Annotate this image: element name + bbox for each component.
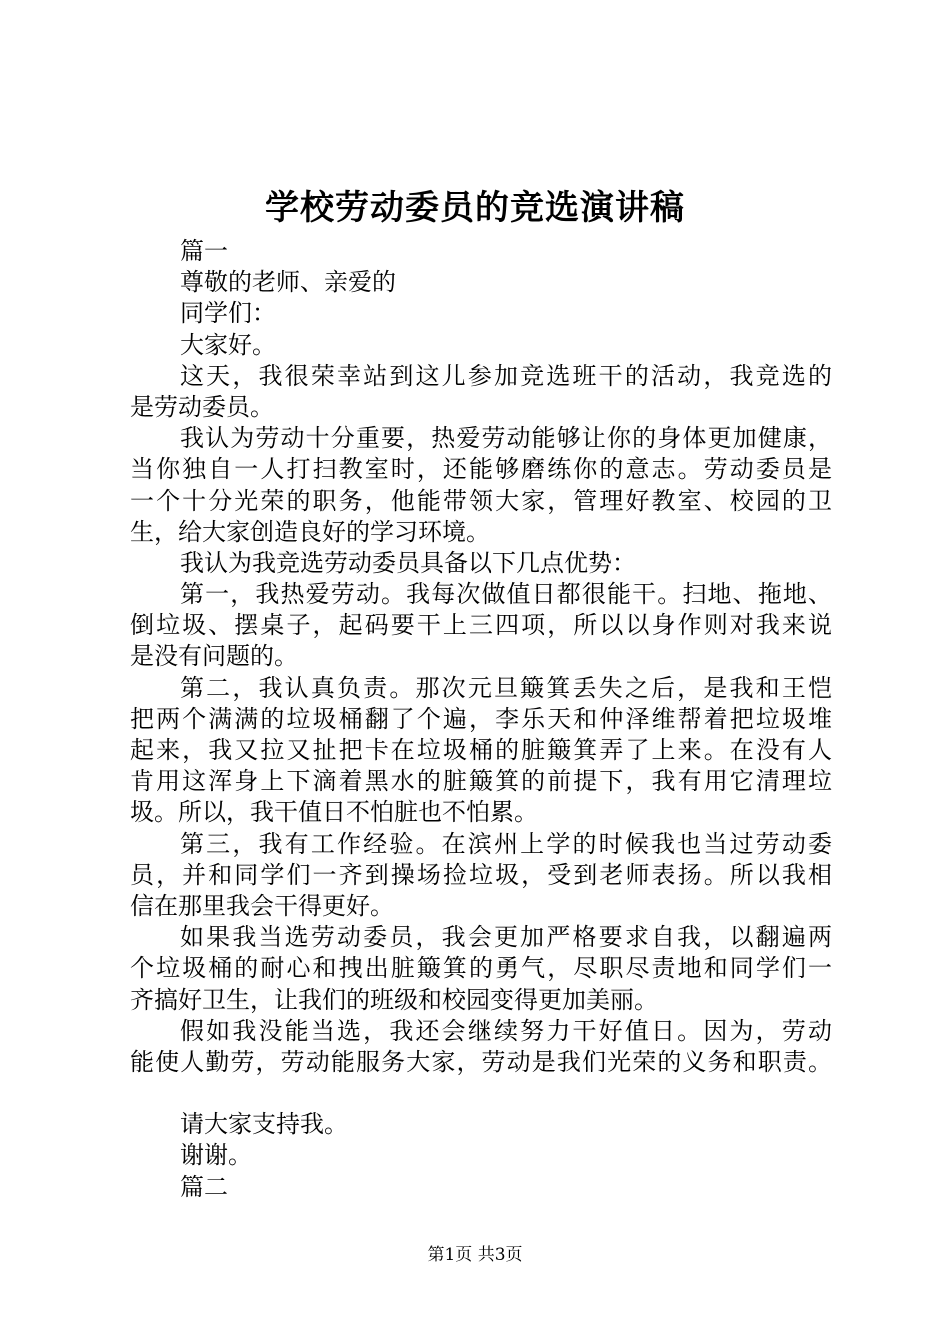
text-line: 尊敬的老师、亲爱的 — [180, 268, 396, 297]
text-line: 我认为我竞选劳动委员具备以下几点优势： — [180, 548, 636, 577]
text-line: 假如我没能当选，我还会继续努力干好值日。因为，劳动 — [180, 1016, 832, 1045]
text-line: 肯用这浑身上下滴着黑水的脏簸箕的前提下，我有用它清理垃 — [130, 767, 832, 796]
text-line: 第三，我有工作经验。在滨州上学的时候我也当过劳动委 — [180, 829, 832, 858]
text-line: 同学们： — [180, 299, 276, 328]
text-line: 这天，我很荣幸站到这儿参加竞选班干的活动，我竞选的 — [180, 361, 832, 390]
document-body — [130, 236, 832, 1203]
document-title: 学校劳动委员的竞选演讲稿 — [265, 188, 685, 228]
text-line: 员，并和同学们一齐到操场捡垃圾，受到老师表扬。所以我相 — [130, 860, 832, 889]
text-line: 把两个满满的垃圾桶翻了个遍，李乐天和仲泽维帮着把垃圾堆 — [130, 704, 832, 733]
text-line: 我认为劳动十分重要，热爱劳动能够让你的身体更加健康， — [180, 424, 832, 453]
text-line — [130, 1078, 832, 1109]
text-line: 篇二 — [180, 1172, 228, 1201]
text-line: 信在那里我会干得更好。 — [130, 891, 394, 920]
page-footer: 第1页 共3页 — [427, 1245, 523, 1265]
text-line: 个垃圾桶的耐心和拽出脏簸箕的勇气，尽职尽责地和同学们一 — [130, 954, 832, 983]
text-line: 大家好。 — [180, 330, 276, 359]
text-line: 如果我当选劳动委员，我会更加严格要求自我，以翻遍两 — [180, 923, 832, 952]
text-line: 圾。所以，我干值日不怕脏也不怕累。 — [130, 798, 538, 827]
text-line: 生，给大家创造良好的学习环境。 — [130, 517, 490, 546]
text-line: 倒垃圾、摆桌子，起码要干上三四项，所以以身作则对我来说 — [130, 611, 832, 640]
text-line: 是没有问题的。 — [130, 642, 298, 671]
text-line: 齐搞好卫生，让我们的班级和校园变得更加美丽。 — [130, 985, 658, 1014]
text-line: 第二，我认真负责。那次元旦簸箕丢失之后，是我和王恺 — [180, 673, 832, 702]
text-line: 第一，我热爱劳动。我每次做值日都很能干。扫地、拖地、 — [180, 580, 832, 609]
text-line: 篇一 — [180, 237, 228, 265]
text-line: 谢谢。 — [180, 1141, 252, 1170]
text-line: 一个十分光荣的职务，他能带领大家，管理好教室、校园的卫 — [130, 486, 832, 515]
text-line: 起来，我又拉又扯把卡在垃圾桶的脏簸箕弄了上来。在没有人 — [130, 736, 832, 764]
text-line: 请大家支持我。 — [180, 1110, 348, 1139]
text-line: 当你独自一人打扫教室时，还能够磨练你的意志。劳动委员是 — [130, 455, 832, 484]
text-line: 能使人勤劳，劳动能服务大家，劳动是我们光荣的义务和职责。 — [130, 1047, 832, 1076]
text-line: 是劳动委员。 — [130, 392, 274, 421]
